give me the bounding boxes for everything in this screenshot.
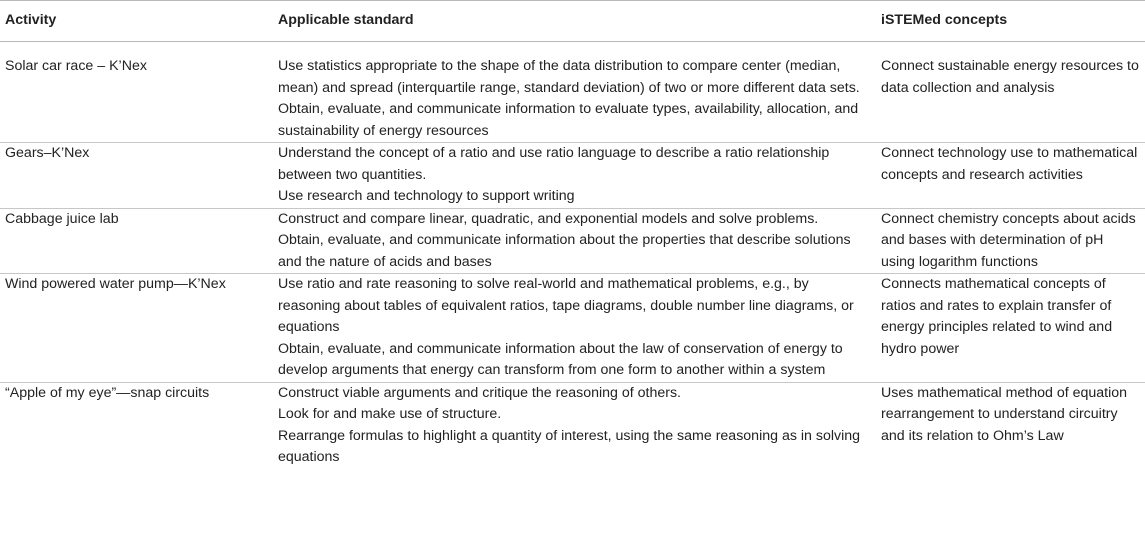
concept-cell — [876, 42, 1145, 143]
header-row — [0, 1, 1145, 42]
activity-name: Wind powered water pump—K’Nex — [5, 276, 226, 292]
standard-cell — [273, 42, 876, 143]
standard-cell — [273, 208, 876, 274]
activity-cell — [0, 382, 273, 469]
concept-cell — [876, 274, 1145, 383]
concept-text: Uses mathematical method of equation rearrangement to understand circuitry and its relation to Ohm’s Law — [881, 384, 1128, 444]
concept-text: Connect technology use to mathematical concepts and research activities — [881, 145, 1138, 183]
concept-cell — [876, 382, 1145, 469]
activity-cell — [0, 274, 273, 383]
activity-name: “Apple of my eye”—snap circuits — [5, 384, 210, 401]
standard-text: Obtain, evaluate, and communicate information to evaluate types, availability, allocation, and sustainability of energy resources — [278, 101, 859, 139]
table-header — [0, 1, 1145, 42]
activity-cell — [0, 208, 273, 274]
table-row — [0, 382, 1145, 469]
activity-cell — [0, 42, 273, 143]
standard-text: Look for and make use of structure. — [278, 406, 502, 422]
table-row — [0, 42, 1145, 143]
activity-name: Cabbage juice lab — [5, 210, 119, 227]
activity-name: Solar car race – K’Nex — [5, 58, 147, 74]
standard-text: Obtain, evaluate, and communicate information about the law of conservation of energy to develop arguments that energy can transform from one form to another within a system — [278, 340, 843, 378]
standard-text: Use research and technology to support writing — [278, 188, 575, 204]
standard-text: Construct and compare linear, quadratic, and exponential models and solve problems. — [278, 210, 819, 227]
table-row — [0, 208, 1145, 274]
activity-cell — [0, 143, 273, 209]
standard-text: Construct viable arguments and critique the reasoning of others. — [278, 384, 681, 401]
table-row — [0, 143, 1145, 209]
standard-cell — [273, 274, 876, 383]
header-activity: Activity — [0, 1, 273, 42]
header-applicable-standard: Applicable standard — [273, 1, 876, 42]
standard-text: Use ratio and rate reasoning to solve real-world and mathematical problems, e.g., by reasoning about tables of equivalent ratios, tape diagrams, double number line diagrams, or equations — [278, 276, 854, 335]
activity-name: Gears–K’Nex — [5, 145, 90, 161]
standard-text: Rearrange formulas to highlight a quantity of interest, using the same reasoning as in solving equations — [278, 427, 861, 465]
header-istemed-concepts: iSTEMed concepts — [876, 1, 1145, 42]
concept-cell — [876, 143, 1145, 209]
standard-text: Obtain, evaluate, and communicate information about the properties that describe solutions and the nature of acids and bases — [278, 232, 851, 270]
concept-text: Connect sustainable energy resources to data collection and analysis — [881, 58, 1139, 96]
concept-text: Connects mathematical concepts of ratios and rates to explain transfer of energy principles related to wind and hydro power — [881, 276, 1113, 357]
concept-cell — [876, 208, 1145, 274]
standard-text: Understand the concept of a ratio and use ratio language to describe a ratio relationship between two quantities. — [278, 145, 830, 183]
concept-text: Connect chemistry concepts about acids and bases with determination of pH using logarithm functions — [881, 210, 1136, 270]
standard-cell — [273, 143, 876, 209]
standard-cell — [273, 382, 876, 469]
table-row — [0, 274, 1145, 383]
table-body — [0, 42, 1145, 469]
standard-text: Use statistics appropriate to the shape of the data distribution to compare center (median, mean) and spread (interquartile range, standard deviation) of two or more different data sets. — [278, 58, 860, 96]
